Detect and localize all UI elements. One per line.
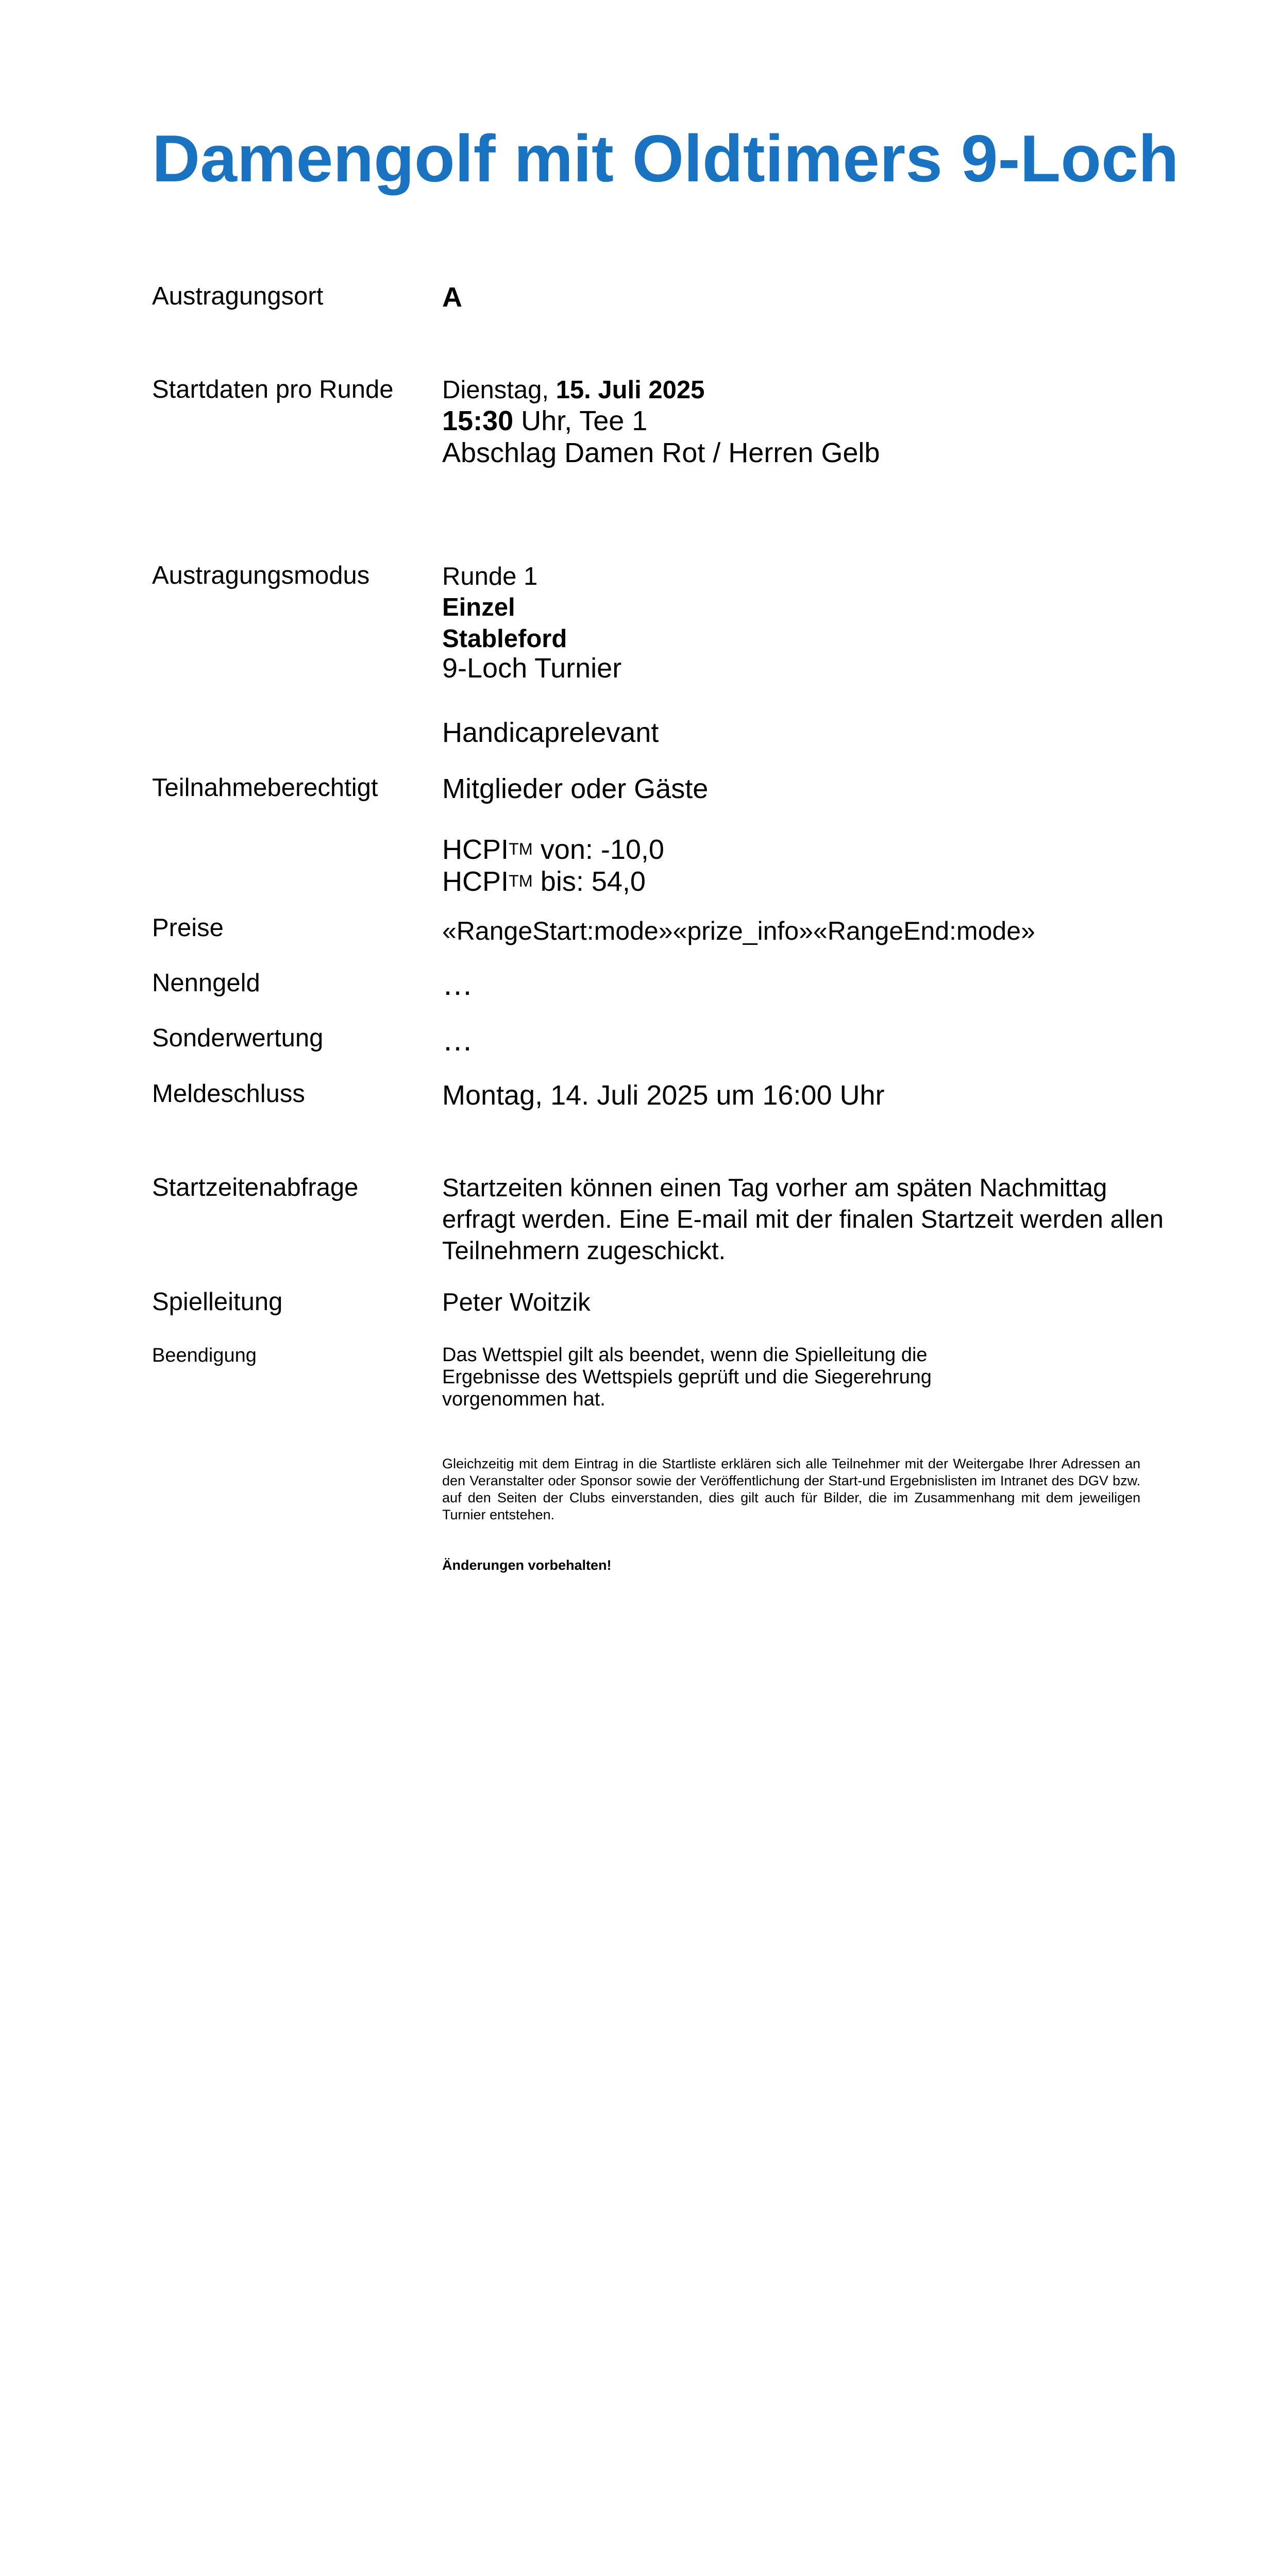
hcpi-prefix: HCPI — [442, 866, 509, 897]
austragungsmodus-handicap: Handicaprelevant — [442, 717, 659, 748]
startdaten-time-line — [442, 405, 647, 437]
startdaten-time: 15:30 — [442, 405, 514, 436]
austragungsort-value: A — [442, 282, 462, 313]
startdaten-label: Startdaten pro Runde — [152, 376, 394, 403]
startdaten-time-suffix: Uhr, Tee 1 — [513, 405, 648, 436]
hcpi-from — [442, 834, 664, 866]
austragungsmodus-format: 9-Loch Turnier — [442, 653, 622, 684]
austragungsmodus-scoring: Stableford — [442, 625, 567, 653]
austragungsmodus-type: Einzel — [442, 594, 515, 621]
meldeschluss-label: Meldeschluss — [152, 1080, 305, 1108]
startdaten-tee-info: Abschlag Damen Rot / Herren Gelb — [442, 437, 880, 468]
startzeitenabfrage-line-2: erfragt werden. Eine E-mail mit der finalen Startzeit werden allen — [442, 1206, 1164, 1233]
startdaten-weekday: Dienstag, — [442, 376, 556, 404]
hcpi-to-value: bis: 54,0 — [532, 866, 646, 897]
austragungsmodus-round: Runde 1 — [442, 563, 538, 590]
hcpi-from-value: von: -10,0 — [532, 834, 664, 865]
beendigung-line-2: Ergebnisse des Wettspiels geprüft und die Siegerehrung — [442, 1366, 932, 1388]
teilnahme-label: Teilnahmeberechtigt — [152, 774, 378, 802]
austragungsort-label: Austragungsort — [152, 282, 324, 310]
austragungsmodus-label: Austragungsmodus — [152, 562, 370, 589]
hcpi-tm: TM — [509, 871, 533, 890]
startdaten-date: 15. Juli 2025 — [556, 376, 705, 404]
beendigung-label: Beendigung — [152, 1345, 257, 1366]
startdaten-date-line — [442, 374, 704, 406]
teilnahme-value: Mitglieder oder Gäste — [442, 773, 709, 804]
page-title: Damengolf mit Oldtimers 9-Loch — [152, 122, 1179, 196]
startzeitenabfrage-line-1: Startzeiten können einen Tag vorher am späten Nachmittag — [442, 1174, 1107, 1202]
sonderwertung-value: … — [442, 1023, 473, 1057]
startzeitenabfrage-label: Startzeitenabfrage — [152, 1174, 359, 1201]
preise-label: Preise — [152, 914, 224, 942]
sonderwertung-label: Sonderwertung — [152, 1024, 324, 1052]
nenngeld-label: Nenngeld — [152, 969, 260, 997]
hcpi-tm: TM — [509, 839, 533, 858]
preise-value: «RangeStart:mode»«prize_info»«RangeEnd:mode» — [442, 917, 1035, 945]
spielleitung-value: Peter Woitzik — [442, 1289, 591, 1316]
nenngeld-value: … — [442, 967, 473, 1002]
spielleitung-label: Spielleitung — [152, 1288, 283, 1316]
changes-note: Änderungen vorbehalten! — [442, 1557, 612, 1573]
startzeitenabfrage-line-3: Teilnehmern zugeschickt. — [442, 1237, 726, 1265]
beendigung-line-1: Das Wettspiel gilt als beendet, wenn die Spielleitung die — [442, 1344, 928, 1366]
beendigung-line-3: vorgenommen hat. — [442, 1388, 606, 1410]
meldeschluss-value: Montag, 14. Juli 2025 um 16:00 Uhr — [442, 1080, 885, 1111]
hcpi-to — [442, 866, 646, 897]
hcpi-prefix: HCPI — [442, 834, 509, 865]
legal-notice: Gleichzeitig mit dem Eintrag in die Startliste erklären sich alle Teilnehmer mit der Weitergabe Ihrer Adressen an den Veranstalter oder Sponsor sowie der Veröffentlichung der Start-und Ergebnislisten im Intranet des DGV bzw. auf den Seiten der Clubs einverstanden, dies gilt auch für Bilder, die im Zusammenhang mit dem jeweiligen Turnier entstehen. — [442, 1456, 1140, 1522]
